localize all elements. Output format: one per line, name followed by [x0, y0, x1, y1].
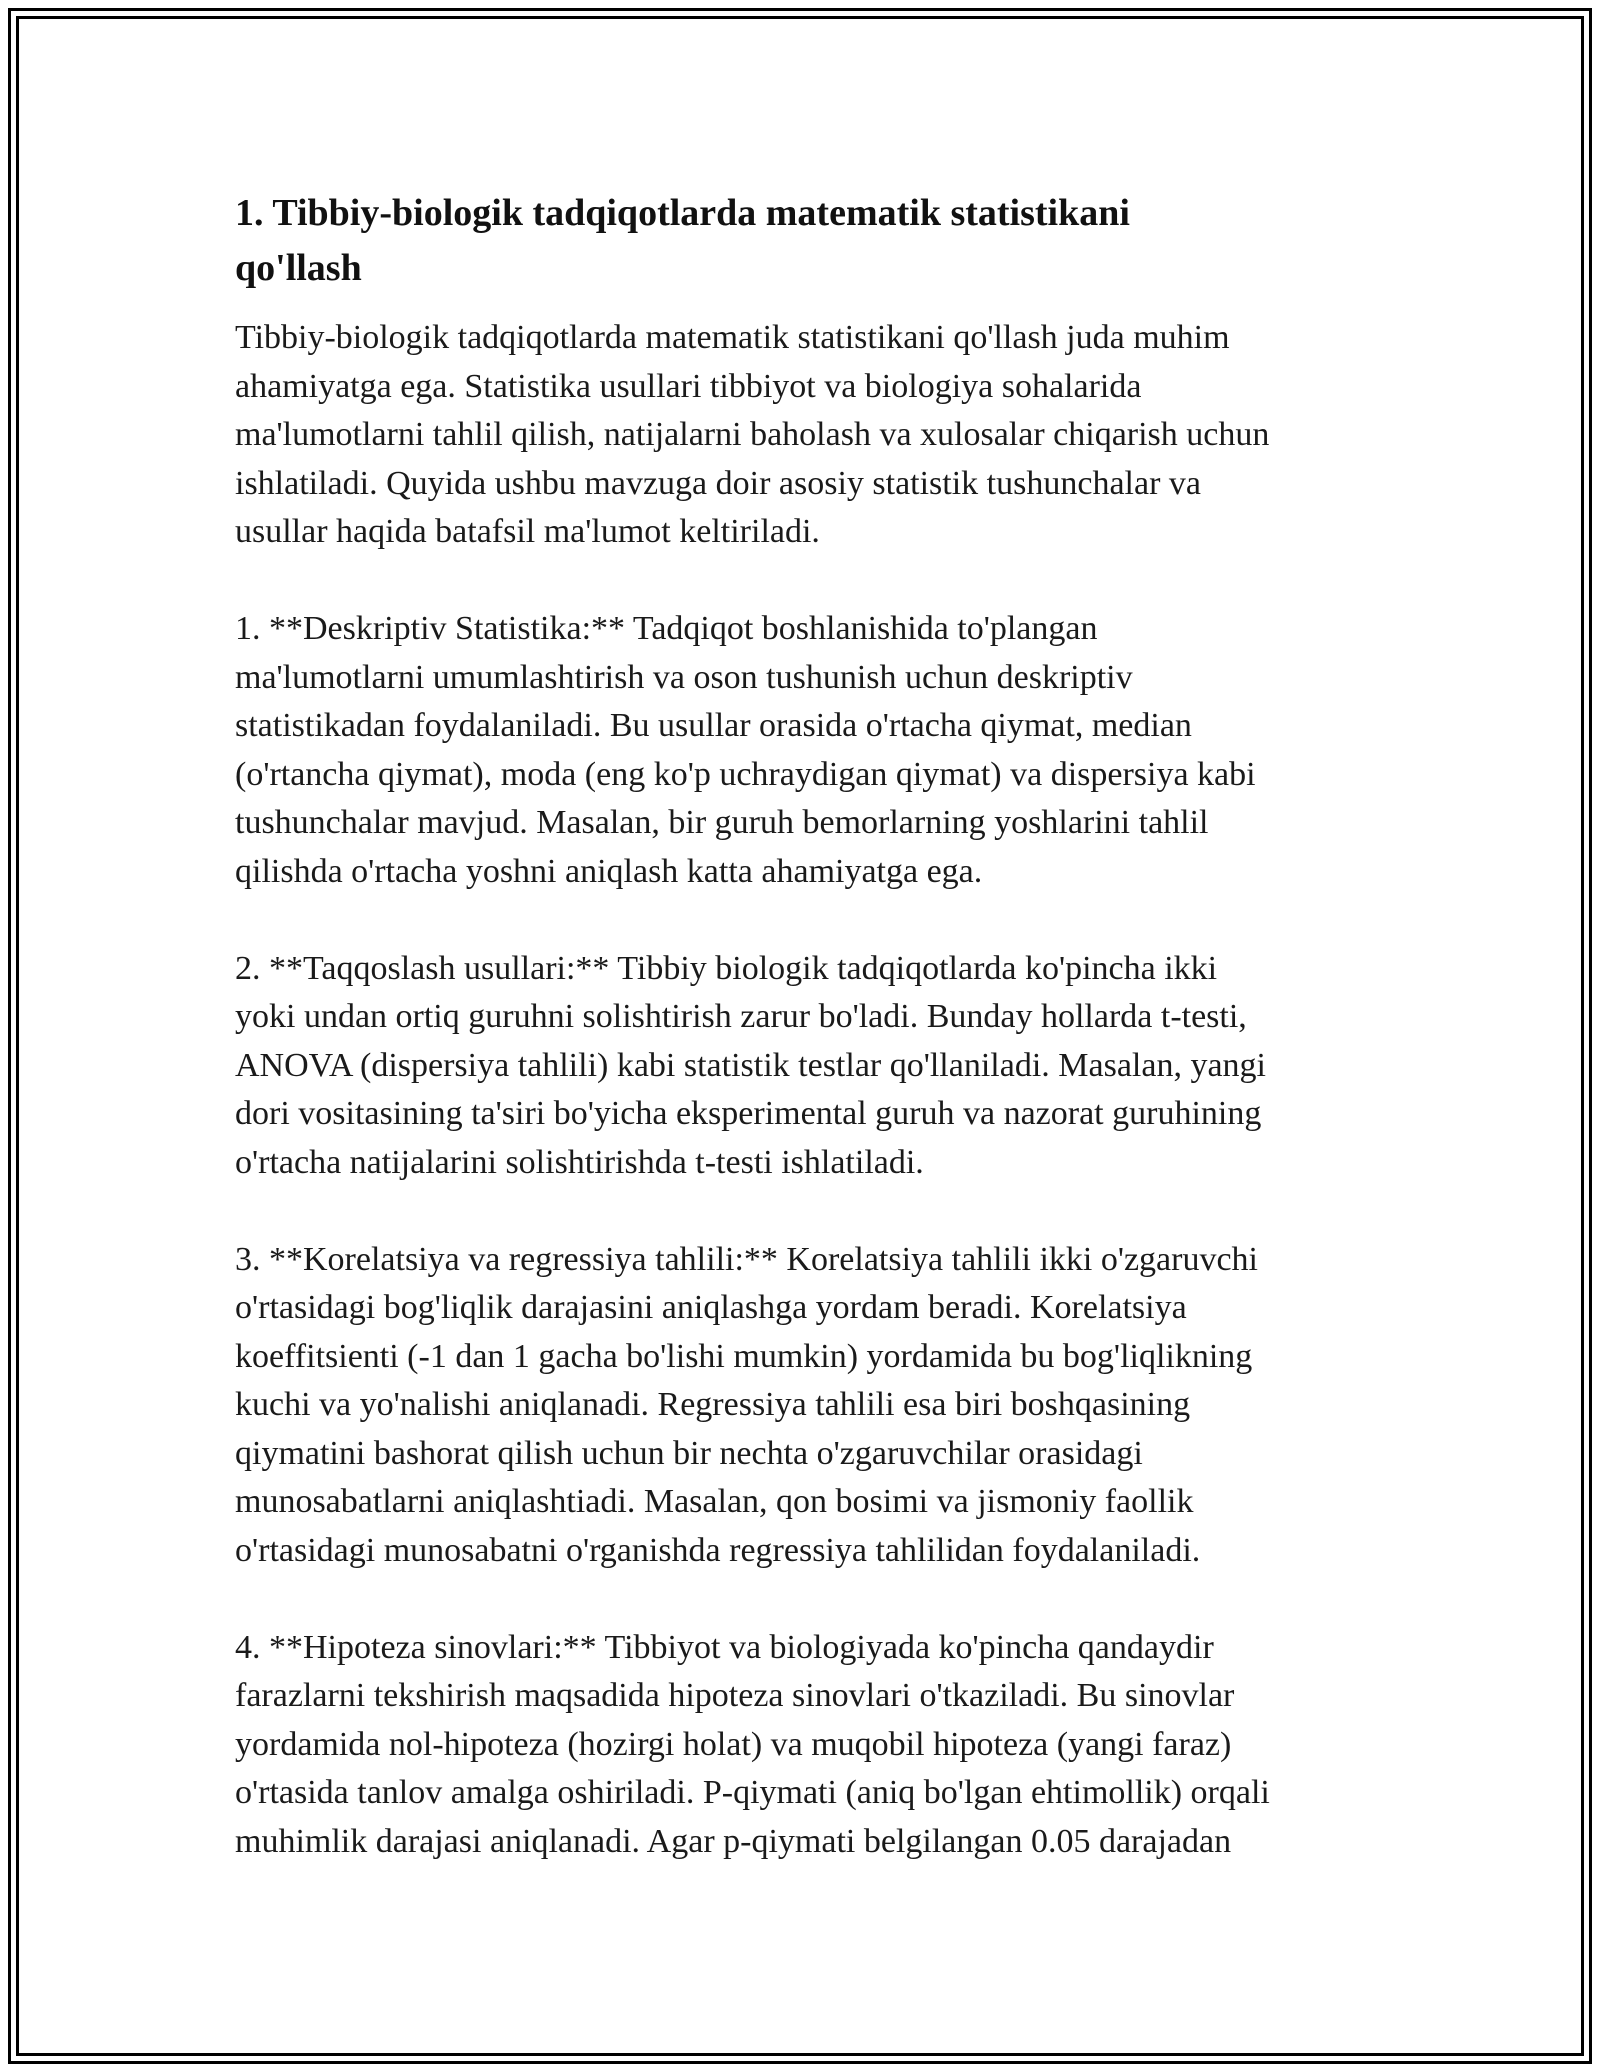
section-hypothesis-testing: 4. **Hipoteza sinovlari:** Tibbiyot va biologiyada ko'pincha qandaydir farazlarni tekshirish maqsadida hipoteza sinovlari o'tkaziladi. Bu sinovlar yordamida nol-hipoteza (hozirgi holat) va muqobil hipoteza (yangi faraz) o'rtasida tanlov amalga oshiriladi. P-qiymati (aniq bo'lgan ehtimollik) orqali muhimlik darajasi aniqlanadi. Agar p-qiymati belgilangan 0.05 darajadan	[235, 1628, 1270, 1860]
paragraph-spacer	[235, 1187, 1365, 1236]
intro-paragraph: Tibbiy-biologik tadqiqotlarda matematik statistikani qo'llash juda muhim ahamiyatga ega. Statistika usullari tibbiyot va biologiya sohalarida ma'lumotlarni tahlil qilish, natijalarni baholash va xulosalar chiqarish uchun ishlatiladi. Quyida ushbu mavzuga doir asosiy statistik tushunchalar va usullar haqida batafsil ma'lumot keltiriladi.	[235, 319, 1270, 550]
title-line-1: 1. Tibbiy-biologik tadqiqotlarda matematik statistikani	[235, 192, 1130, 234]
paragraph-spacer	[235, 1575, 1365, 1624]
section-descriptive-statistics: 1. **Deskriptiv Statistika:** Tadqiqot boshlanishida to'plangan ma'lumotlarni umumlashtirish va oson tushunish uchun deskriptiv statistikadan foydalaniladi. Bu usullar orasida o'rtacha qiymat, median (o'rtancha qiymat), moda (eng ko'p uchraydigan qiymat) va dispersiya kabi tushunchalar mavjud. Masalan, bir guruh bemorlarning yoshlarini tahlil qilishda o'rtacha yoshni aniqlash katta ahamiyatga ega.	[235, 610, 1256, 890]
paragraph-spacer	[235, 557, 1365, 606]
document-title	[235, 186, 1365, 296]
paragraph-spacer	[235, 896, 1365, 945]
section-correlation-regression: 3. **Korelatsiya va regressiya tahlili:** Korelatsiya tahlili ikki o'zgaruvchi o'rtasidagi bog'liqlik darajasini aniqlashga yordam beradi. Korelatsiya koeffitsienti (-1 dan 1 gacha bo'lishi mumkin) yordamida bu bog'liqlikning kuchi va yo'nalishi aniqlanadi. Regressiya tahlili esa biri boshqasining qiymatini bashorat qilish uchun bir nechta o'zgaruvchilar orasidagi munosabatlarni aniqlashtiadi. Masalan, qon bosimi va jismoniy faollik o'rtasidagi munosabatni o'rganishda regressiya tahlilidan foydalaniladi.	[235, 1240, 1259, 1569]
document-body	[235, 186, 1365, 1866]
title-line-2: qo'llash	[235, 247, 362, 289]
section-comparison-methods: 2. **Taqqoslash usullari:** Tibbiy biologik tadqiqotlarda ko'pincha ikki yoki undan ortiq guruhni solishtirish zarur bo'ladi. Bunday hollarda t-testi, ANOVA (dispersiya tahlili) kabi statistik testlar qo'llaniladi. Masalan, yangi dori vositasining ta'siri bo'yicha eksperimental guruh va nazorat guruhining o'rtacha natijalarini solishtirishda t-testi ishlatiladi.	[235, 949, 1266, 1181]
